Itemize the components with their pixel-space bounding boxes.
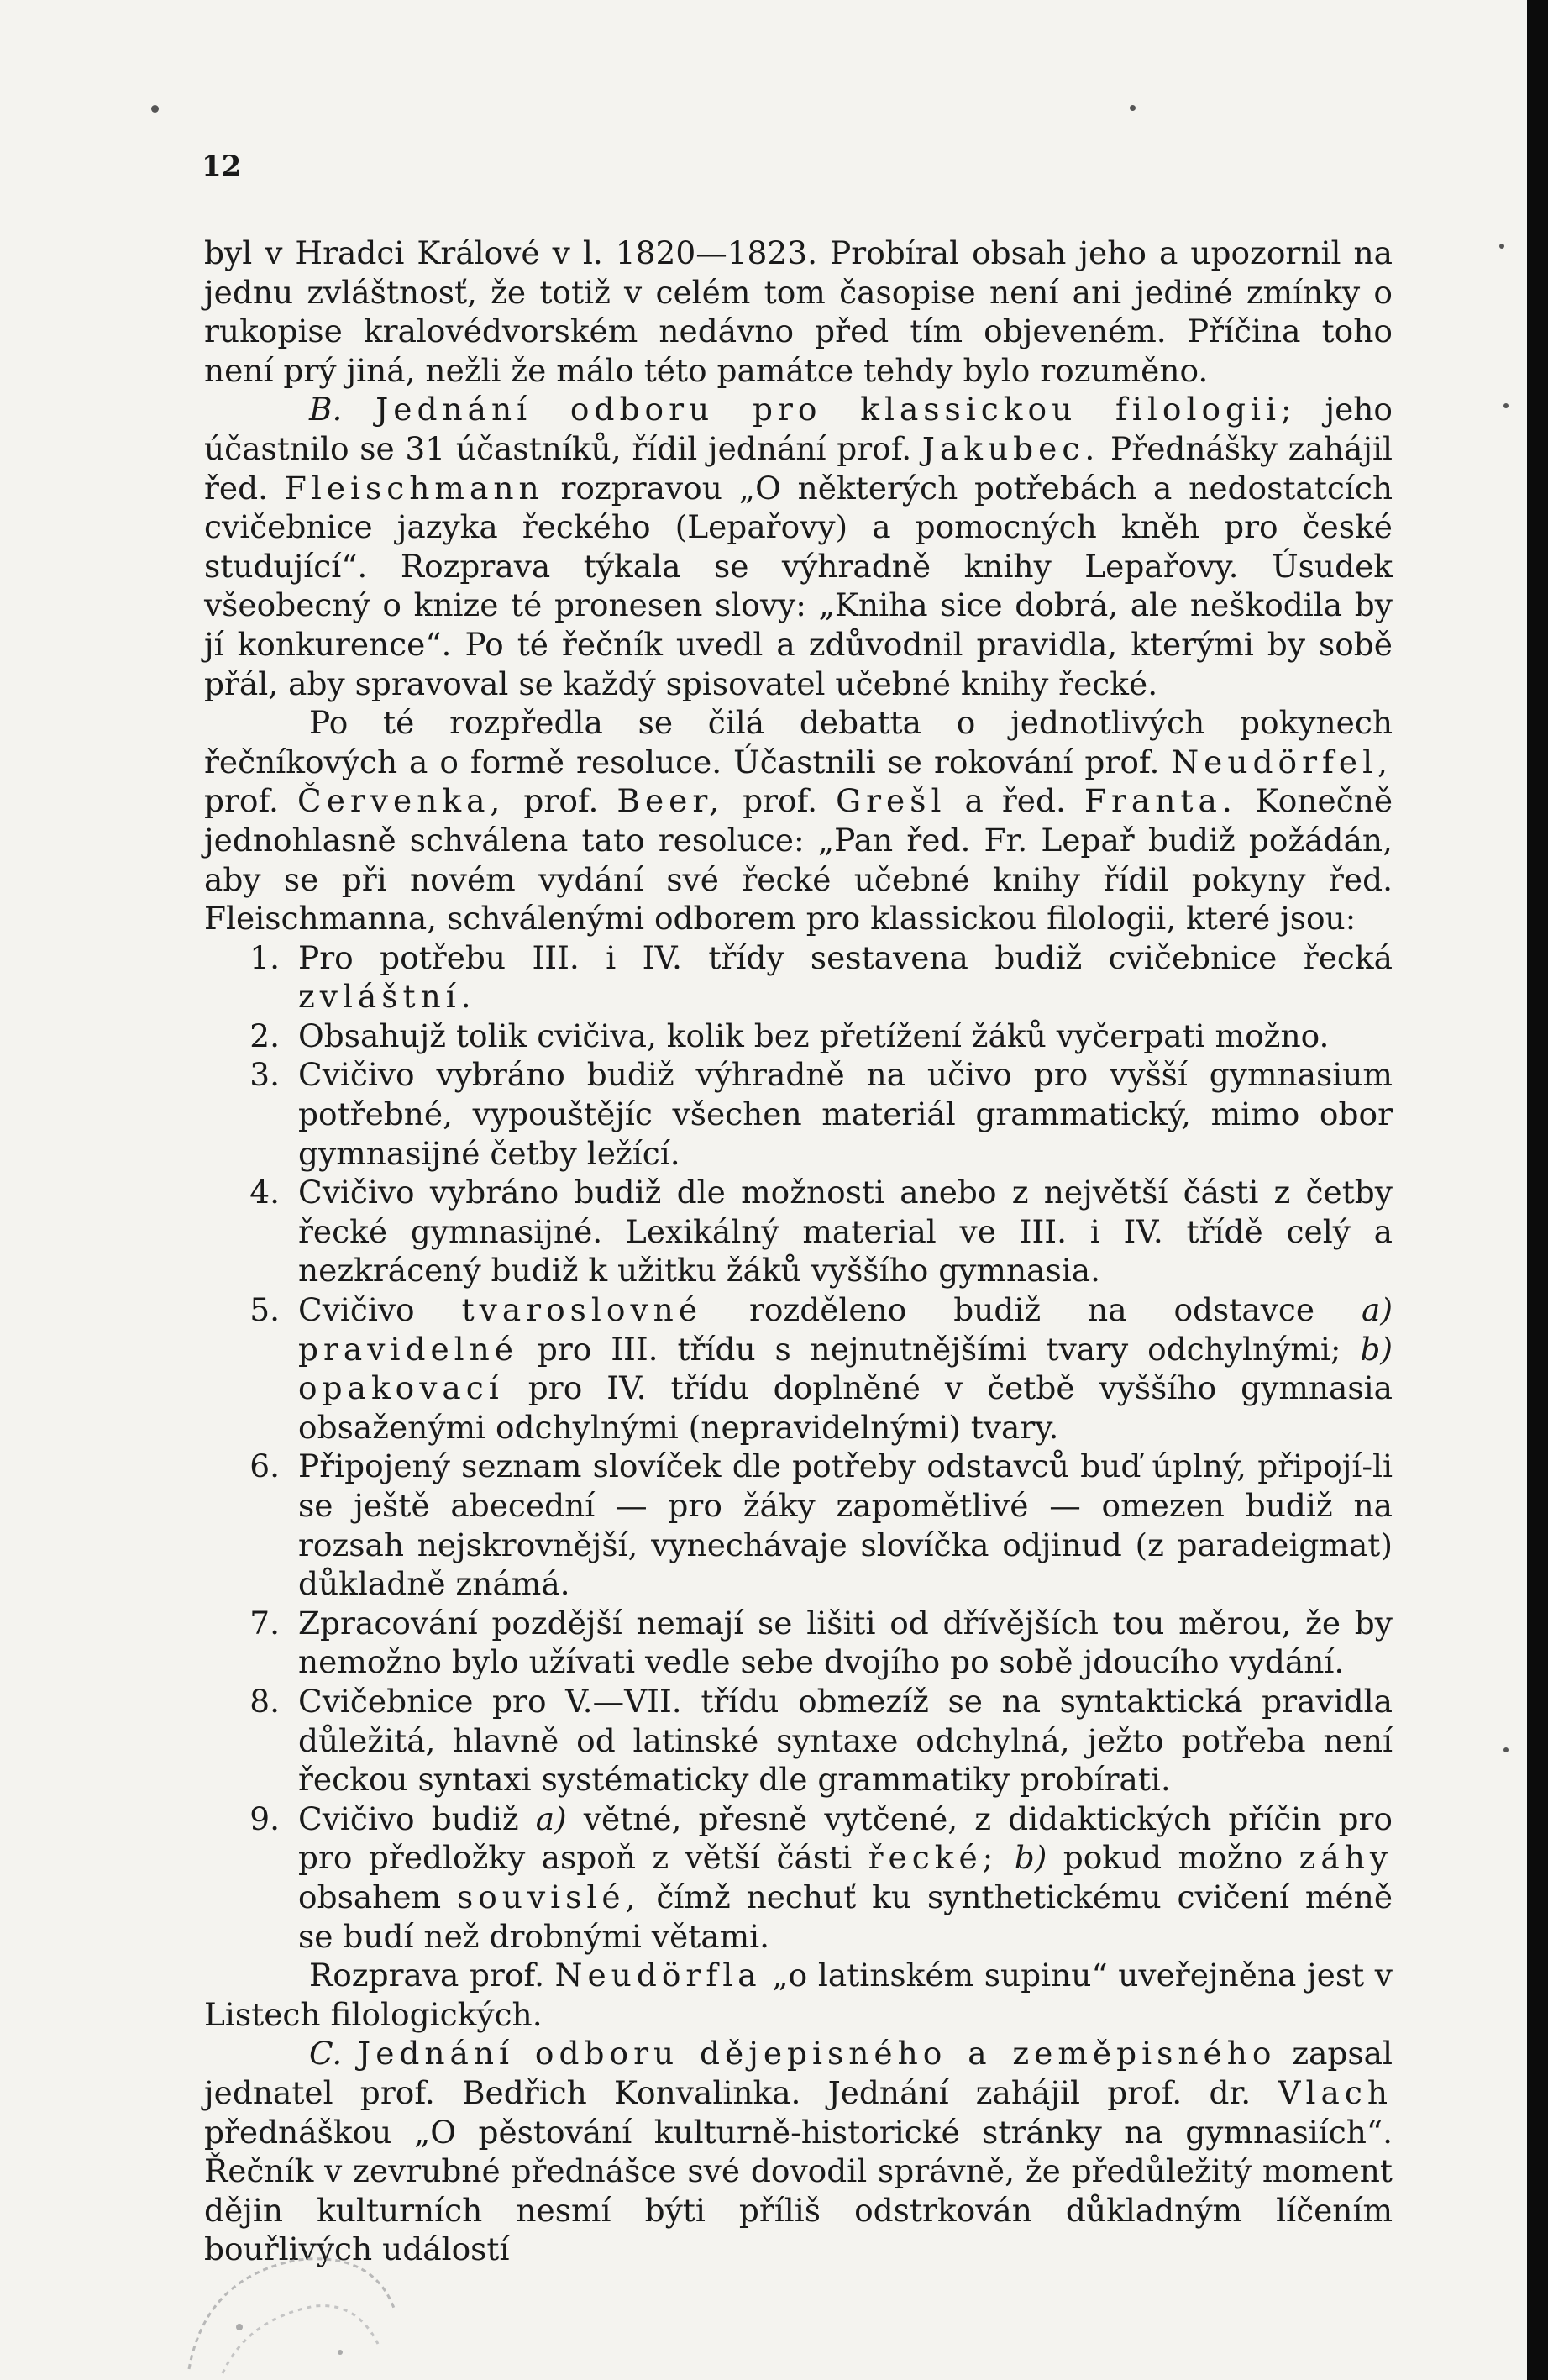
intro-paragraph: byl v Hradci Králové v l. 1820—1823. Probíral obsah jeho a upozornil na jednu zvláštnosť, že totiž v celém tom časopise není ani jediné zmínky o rukopise kralovédvorském nedávno před tím objeveném. Příčina toho není prý jiná, nežli že málo této památce tehdy bylo rozuměno. <box>204 234 1393 389</box>
section-b-paragraph: B. Jednání odboru pro klassickou filologii; jeho účastnilo se 31 účastníků, řídil jednání prof. Jakubec. Přednášky zahájil řed. Fleischmann rozpravou „O některých potřebách a nedostatcích cvičebnice jazyka řeckého (Lepařovy) a pomocných kněh pro české studující“. Rozprava týkala se výhradně knihy Lepařovy. Úsudek všeobecný o knize té pronesen slovy: „Kniha sice dobrá, ale neškodila by jí konkurence“. Po té řečník uvedl a zdůvodnil pravidla, kterými by sobě přál, aby spravoval se každý spisovatel učebné knihy řecké. <box>204 391 1393 702</box>
list-item-number: 1. <box>249 938 280 976</box>
speck <box>1503 1747 1509 1752</box>
list-item: 7. Zpracování pozdější nemají se lišiti od dřívějších tou měrou, že by nemožno bylo užívati vedle sebe dvojího po sobě jdoucího vydání. <box>204 1604 1393 1682</box>
name-neudorfla: Neudörfla <box>554 1957 762 1994</box>
speck <box>1130 105 1136 111</box>
name-franta: Franta. <box>1084 782 1237 820</box>
list-item-number: 3. <box>249 1056 280 1094</box>
list-item: 8. Cvičebnice pro V.—VII. třídu obmezíž se na syntaktická pravidla důležitá, hlavně od latinské syntaxe odchylná, ježto potřeba není řeckou syntaxi systématicky dle grammatiky probírati. <box>204 1682 1393 1799</box>
list-item: 1. Pro potřebu III. i IV. třídy sestavena budiž cvičebnice řecká zvláštní. <box>204 938 1393 1017</box>
name-gresl: Grešl <box>836 782 947 820</box>
list-item: 5. Cvičivo tvaroslovné rozděleno budiž na odstavce a) pravidelné pro III. třídu s nejnutnějšími tvary odchylnými; b) opakovací pro IV. třídu doplněné v četbě vyššího gymnasia obsaženými odchylnými (nepravidelnými) tvary. <box>204 1290 1393 1447</box>
section-c-letter: C. <box>309 2035 343 2073</box>
list-item: 4. Cvičivo vybráno budiž dle možnosti anebo z největší části z četby řecké gymnasijné. Lexikálný material ve III. i IV. třídě celý a nezkrácený budiž k užitku žáků vyššího gymnasia. <box>204 1173 1393 1290</box>
name-jakubec: Jakubec. <box>921 429 1100 467</box>
section-b-heading: Jednání odboru pro klassickou filologii <box>375 391 1282 428</box>
section-c-paragraph: C. Jednání odboru dějepisného a zeměpisného zapsal jednatel prof. Bedřich Konvalinka. Jednání zahájil prof. dr. Vlach přednáškou „O pěstování kulturně-historické stránky na gymnasiích“. Řečník v zevrubné přednášce své dovodil správně, že předůležitý moment dějin kulturních nesmí býti příliš odstrkován důkladným líčením bouřlivých událostí <box>204 2035 1393 2268</box>
list-item-number: 8. <box>249 1682 280 1720</box>
body-text <box>204 234 1393 2269</box>
name-neudorfel: Neudörfel, <box>1171 743 1393 780</box>
name-fleischmann: Fleischmann <box>284 469 544 507</box>
library-stamp <box>172 2226 399 2377</box>
list-item: 6. Připojený seznam slovíček dle potřeby odstavců buď úplný, připojí-li se ještě abecední — pro žáky zapomětlivé — omezen budiž na rozsah nejskrovnější, vynechávaje slovíčka odjinud (z paradeigmat) důkladně známá. <box>204 1447 1393 1603</box>
list-item: 9. Cvičivo budiž a) větné, přesně vytčené, z didaktických příčin pro pro předložky aspoň z větší části řecké; b) pokud možno záhy obsahem souvislé, čímž nechuť ku synthetickému cvičení méně se budí než drobnými větami. <box>204 1799 1393 1956</box>
list-item: 3. Cvičivo vybráno budiž výhradně na učivo pro vyšší gymnasium potřebné, vypouštějíc všechen materiál grammatický, mimo obor gymnasijné četby ležící. <box>204 1055 1393 1173</box>
name-cervenka: Červenka, <box>297 782 506 820</box>
page-number: 12 <box>202 150 242 183</box>
speck <box>1503 403 1509 408</box>
debate-paragraph: Po té rozpředla se čilá debatta o jednotlivých pokynech řečníkových a o formě resoluce. Účastnili se rokování prof. Neudörfel, prof. Červenka, prof. Beer, prof. Grešl a řed. Franta. Konečně jednohlasně schválena tato resoluce: „Pan řed. Fr. Lepař budiž požádán, aby se při novém vydání své řecké učebné knihy řídil pokyny řed. Fleischmanna, schválenými odborem pro klassickou filologii, které jsou: <box>204 704 1393 938</box>
list-item-number: 6. <box>249 1447 280 1485</box>
list-item: 2. Obsahujž tolik cvičiva, kolik bez přetížení žáků vyčerpati možno. <box>204 1017 1393 1056</box>
list-item-number: 7. <box>249 1604 280 1642</box>
list-item-number: 4. <box>249 1174 280 1211</box>
list-item-number: 5. <box>249 1291 280 1329</box>
list-item-number: 9. <box>249 1799 280 1837</box>
neudorfl-paragraph: Rozprava prof. Neudörfla „o latinském supinu“ uveřejněna jest v Listech filologických. <box>204 1957 1393 2033</box>
speck <box>1499 244 1504 249</box>
list-item-number: 2. <box>249 1017 280 1054</box>
resolution-list <box>204 938 1393 1956</box>
section-c-heading: Jednání odboru dějepisného a zeměpisného <box>358 2035 1277 2073</box>
name-vlach: Vlach <box>1278 2073 1393 2111</box>
name-beer: Beer, <box>617 782 725 820</box>
speck <box>151 105 159 113</box>
section-b-letter: B. <box>309 391 343 428</box>
